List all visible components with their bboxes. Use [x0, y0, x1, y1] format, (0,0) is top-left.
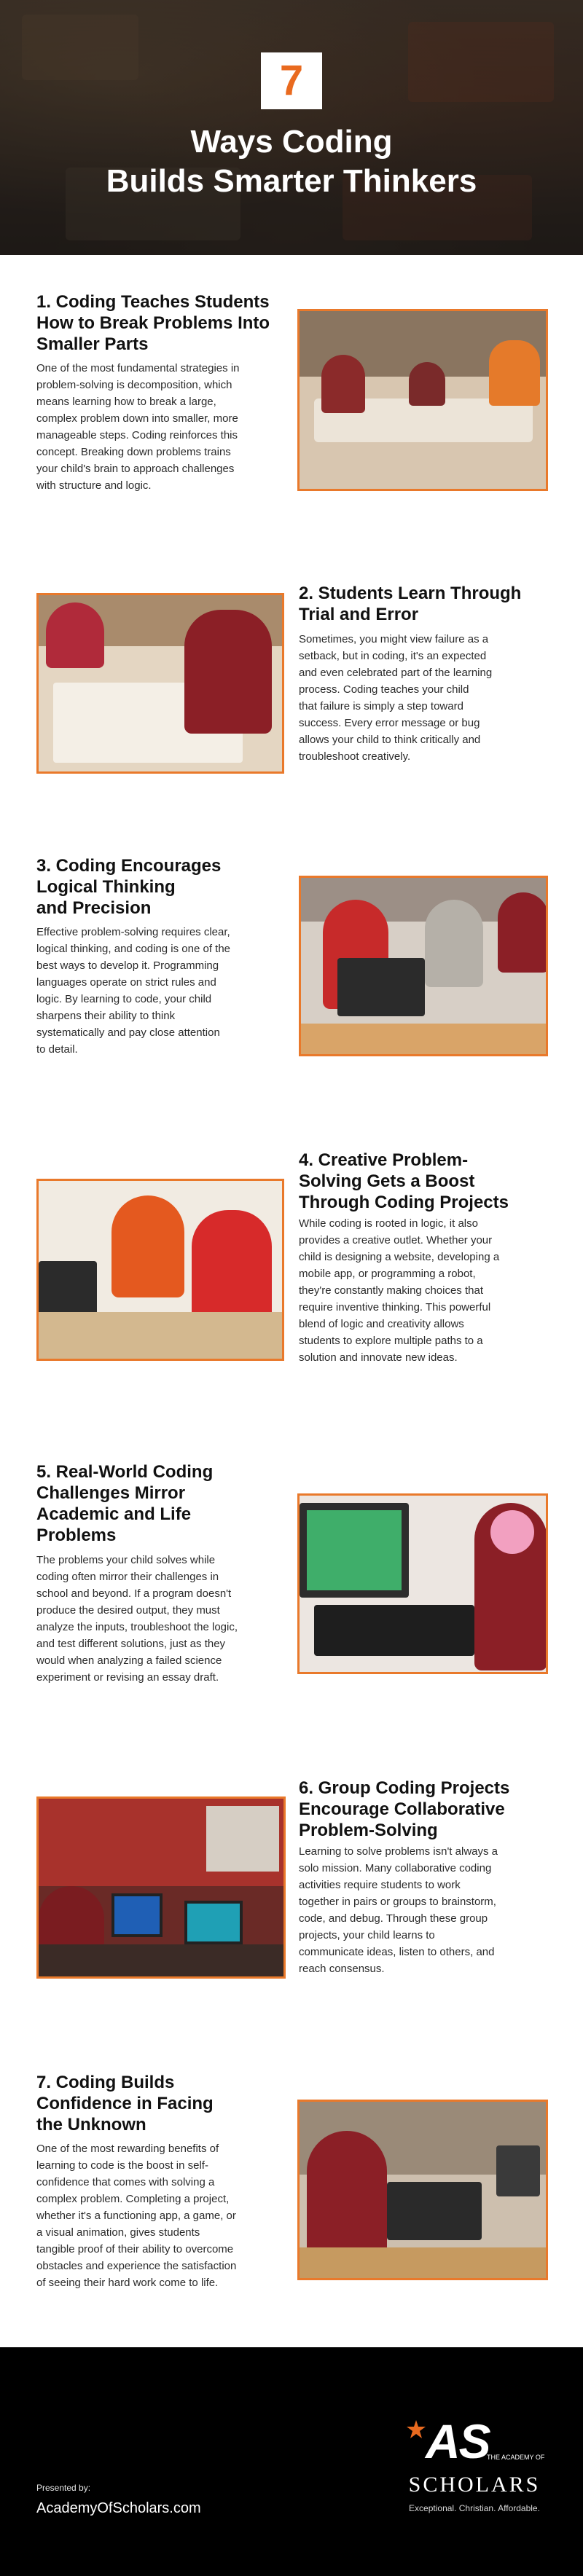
body-line: reach consensus.	[299, 1963, 385, 1975]
child-with-headphones-laptop-photo	[297, 1493, 548, 1674]
title-line: 3. Coding Encourages	[36, 856, 222, 876]
body-line: complex problem down into smaller, more	[36, 412, 238, 425]
body-line: your child's brain to approach challenges	[36, 463, 235, 475]
body-line: activities require students to work	[299, 1879, 461, 1891]
body-line: manageable steps. Coding reinforces this	[36, 429, 238, 441]
section-6-body	[299, 1843, 554, 1977]
logo-mark: AS	[426, 2414, 490, 2468]
body-line: means learning how to break a large,	[36, 396, 216, 408]
section-2-title	[299, 583, 554, 625]
title-line: Academic and Life	[36, 1504, 192, 1524]
body-line: code, and debug. Through these group	[299, 1912, 488, 1925]
body-line: together in pairs or groups to brainstorm,	[299, 1896, 496, 1908]
academy-logo	[399, 2414, 549, 2519]
page-title-line: Builds Smarter Thinkers	[106, 163, 477, 199]
page-title	[0, 122, 583, 201]
body-line: best ways to develop it. Programming	[36, 959, 219, 972]
body-line: problem-solving is decomposition, which	[36, 379, 232, 391]
section-5-title	[36, 1461, 299, 1546]
body-line: with structure and logic.	[36, 479, 152, 492]
title-line: Challenges Mirror	[36, 1483, 186, 1503]
title-line: Solving Gets a Boost	[299, 1171, 475, 1191]
body-line: and even celebrated part of the learning	[299, 667, 493, 679]
body-line: The problems your child solves while	[36, 1554, 216, 1566]
body-line: Sometimes, you might view failure as a	[299, 633, 489, 645]
boy-smiling-at-laptop-photo	[297, 2100, 548, 2280]
title-line: Problems	[36, 1525, 117, 1545]
title-line: 7. Coding Builds	[36, 2073, 175, 2092]
title-line: 2. Students Learn Through	[299, 584, 522, 603]
body-line: analyze the inputs, troubleshoot the logic,	[36, 1621, 238, 1633]
title-line: Encourage Collaborative	[299, 1799, 505, 1819]
number-badge-text: 7	[279, 57, 304, 104]
body-line: blend of logic and creativity allows	[299, 1318, 464, 1330]
body-line: school and beyond. If a program doesn't	[36, 1587, 232, 1600]
section-1-body	[36, 360, 292, 494]
section-3-body	[36, 924, 292, 1058]
body-line: setback, but in coding, it's an expected	[299, 650, 487, 662]
body-line: experiment or revising an essay draft.	[36, 1671, 219, 1684]
page-title-line: Ways Coding	[190, 124, 393, 160]
section-4-body	[299, 1215, 554, 1366]
body-line: would when analyzing a failed science	[36, 1654, 222, 1667]
two-students-at-laptop-photo	[36, 1179, 284, 1361]
section-7-body	[36, 2140, 292, 2291]
section-2-body	[299, 631, 554, 765]
hero-banner	[0, 0, 583, 255]
body-line: concept. Breaking down problems trains	[36, 446, 231, 458]
body-line: to detail.	[36, 1043, 78, 1056]
title-line: Logical Thinking	[36, 877, 176, 897]
body-line: confidence that comes with solving a	[36, 2176, 215, 2188]
body-line: tangible proof of their ability to overcome	[36, 2243, 234, 2255]
title-line: 1. Coding Teaches Students	[36, 292, 270, 312]
section-4-title	[299, 1150, 554, 1213]
section-6-title	[299, 1778, 554, 1841]
body-line: logical thinking, and coding is one of the	[36, 943, 231, 955]
body-line: they're constantly making choices that	[299, 1284, 483, 1297]
logo-name: SCHOLARS	[408, 2473, 541, 2497]
body-line: Learning to solve problems isn't always a	[299, 1845, 498, 1858]
title-line: Smaller Parts	[36, 334, 149, 354]
body-line: whether it's a functioning app, a game, or	[36, 2210, 236, 2222]
body-line: One of the most rewarding benefits of	[36, 2143, 219, 2155]
section-1-title	[36, 291, 299, 355]
body-line: troubleshoot creatively.	[299, 750, 411, 763]
title-line: How to Break Problems Into	[36, 313, 270, 333]
body-line: mobile app, or programming a robot,	[299, 1268, 476, 1280]
students-with-laptops-photo	[299, 876, 548, 1056]
body-line: learning to code is the boost in self-	[36, 2159, 208, 2172]
body-line: One of the most fundamental strategies in	[36, 362, 240, 374]
students-at-classroom-tables-photo	[297, 309, 548, 491]
body-line: Effective problem-solving requires clear,	[36, 926, 230, 938]
body-line: of seeing their hard work come to life.	[36, 2277, 219, 2289]
title-line: the Unknown	[36, 2115, 146, 2135]
body-line: and test different solutions, just as they	[36, 1638, 226, 1650]
website-link[interactable]: AcademyOfScholars.com	[36, 2500, 201, 2516]
body-line: a visual animation, gives students	[36, 2226, 200, 2239]
title-line: 6. Group Coding Projects	[299, 1778, 510, 1798]
students-in-computer-lab-photo	[36, 1796, 286, 1979]
body-line: provides a creative outlet. Whether your	[299, 1234, 493, 1246]
body-line: child is designing a website, developing a	[299, 1251, 500, 1263]
title-line: and Precision	[36, 898, 152, 918]
title-line: 4. Creative Problem-	[299, 1150, 469, 1170]
body-line: While coding is rooted in logic, it also	[299, 1217, 478, 1230]
body-line: success. Every error message or bug	[299, 717, 480, 729]
title-line: 5. Real-World Coding	[36, 1462, 214, 1482]
section-7-title	[36, 2072, 299, 2135]
number-badge	[261, 52, 322, 109]
body-line: projects, your child learns to	[299, 1929, 435, 1941]
title-line: Confidence in Facing	[36, 2094, 214, 2113]
body-line: obstacles and experience the satisfaction	[36, 2260, 237, 2272]
body-line: sharpens their ability to think	[36, 1010, 176, 1022]
section-3-title	[36, 855, 299, 919]
body-line: coding often mirror their challenges in	[36, 1571, 219, 1583]
title-line: Trial and Error	[299, 605, 419, 624]
body-line: languages operate on strict rules and	[36, 976, 216, 989]
section-5-body	[36, 1552, 292, 1686]
body-line: allows your child to think critically and	[299, 734, 481, 746]
title-line: Through Coding Projects	[299, 1193, 509, 1212]
body-line: produce the desired output, they must	[36, 1604, 220, 1617]
body-line: solution and innovate new ideas.	[299, 1351, 458, 1364]
body-line: that failure is simply a step toward	[299, 700, 463, 712]
body-line: process. Coding teaches your child	[299, 683, 469, 696]
presented-by-label: Presented by:	[36, 2483, 91, 2493]
star-icon	[405, 2419, 427, 2440]
body-line: require inventive thinking. This powerful	[299, 1301, 491, 1313]
body-line: communicate ideas, listen to others, and	[299, 1946, 495, 1958]
body-line: solo mission. Many collaborative coding	[299, 1862, 492, 1874]
title-line: Problem-Solving	[299, 1821, 438, 1840]
logo-tagline: Exceptional. Christian. Affordable.	[409, 2503, 540, 2513]
students-drawing-at-desk-photo	[36, 593, 284, 774]
body-line: systematically and pay close attention	[36, 1026, 220, 1039]
body-line: logic. By learning to code, your child	[36, 993, 212, 1005]
body-line: complex problem. Completing a project,	[36, 2193, 230, 2205]
logo-small-text: THE ACADEMY OF	[487, 2454, 545, 2461]
body-line: students to explore multiple paths to a	[299, 1335, 483, 1347]
